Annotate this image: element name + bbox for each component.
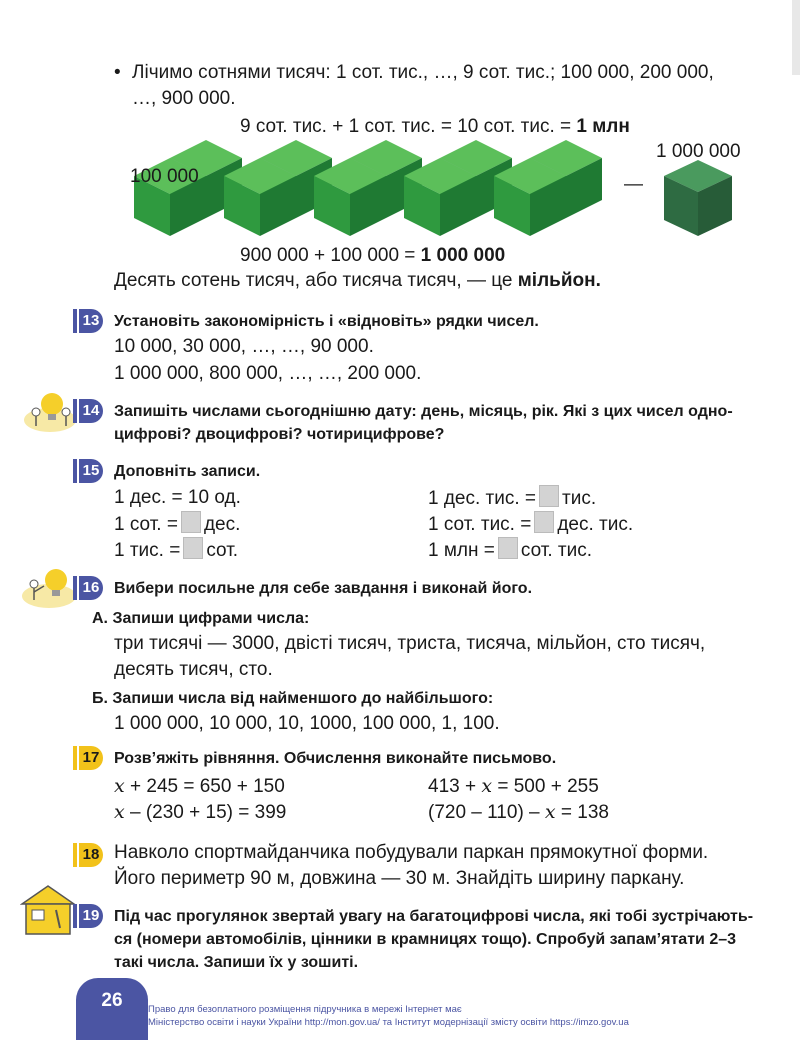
l3-left: 1 тис. = xyxy=(114,540,181,561)
task-18-line1: Навколо спортмайданчика побудували паркан прямокутної форми. xyxy=(114,842,709,863)
lightbulb-icon xyxy=(24,390,76,432)
r2-right: дес. тис. xyxy=(557,514,634,535)
sum-equation xyxy=(240,243,505,269)
conclusion xyxy=(114,268,601,294)
task-17-eq4 xyxy=(428,799,609,826)
blank-box[interactable] xyxy=(534,511,554,533)
task-16-a-line2: десять тисяч, сто. xyxy=(114,659,273,680)
sum-text: 900 000 + 100 000 = xyxy=(240,245,421,266)
intro-bullet-cont: …, 900 000. xyxy=(132,88,236,109)
task-15-number: 15 xyxy=(79,459,103,483)
r1-left: 1 дес. тис. = xyxy=(428,488,537,509)
eq4-left: (720 – 110) – xyxy=(428,802,545,823)
task-16-title: Вибери посильне для себе завдання і виконай його. xyxy=(114,580,533,597)
cube-row xyxy=(134,140,602,236)
task-19-line1: Під час прогулянок звертай увагу на багатоцифрові числа, які тобі зустрічають- xyxy=(114,908,754,925)
task-18-line2: Його периметр 90 м, довжина — 30 м. Знайдіть ширину паркану. xyxy=(114,868,685,889)
task-13-number: 13 xyxy=(79,309,103,333)
task-16-b-line1: 1 000 000, 10 000, 10, 1000, 100 000, 1, 100. xyxy=(114,713,500,734)
conclusion-bold: мільйон. xyxy=(517,270,601,291)
task-17-eq1 xyxy=(114,773,285,800)
l2-left: 1 сот. = xyxy=(114,514,178,535)
task-19-line2: ся (номери автомобілів, цінники в крамницях тощо). Спробуй запам’ятати 2–3 xyxy=(114,931,737,948)
page-number: 26 xyxy=(101,990,123,1011)
variable-x: x xyxy=(114,801,125,823)
variable-x: x xyxy=(114,775,125,797)
task-17-title: Розв’яжіть рівняння. Обчислення виконайте письмово. xyxy=(114,750,557,767)
variable-x: x xyxy=(544,801,556,823)
eq2-text: – (230 + 15) = 399 xyxy=(124,802,287,823)
equation-text: 9 сот. тис. + 1 сот. тис. = 10 сот. тис. = xyxy=(240,116,577,137)
task-15-r3 xyxy=(428,537,592,564)
l3-right: сот. xyxy=(206,540,239,561)
task-15-r2 xyxy=(428,511,633,538)
eq3-left: 413 + xyxy=(428,776,482,797)
blank-box[interactable] xyxy=(183,537,203,559)
task-13-line1: 10 000, 30 000, …, …, 90 000. xyxy=(114,336,374,357)
task-16-a-title: А. Запиши цифрами числа: xyxy=(92,610,310,627)
task-13-line2: 1 000 000, 800 000, …, …, 200 000. xyxy=(114,363,422,384)
task-19-line3: такі числа. Запиши їх у зошиті. xyxy=(114,954,359,971)
footer-line2: Міністерство освіти і науки України http://mon.gov.ua/ та Інститут модернізації змісту освіти https://imzo.gov.ua xyxy=(148,1017,629,1028)
lightbulb-icon xyxy=(22,566,76,608)
variable-x: x xyxy=(481,775,493,797)
blank-box[interactable] xyxy=(539,485,559,507)
task-15-title: Доповніть записи. xyxy=(114,463,261,480)
task-16-b-title: Б. Запиши числа від найменшого до найбільшого: xyxy=(92,690,494,707)
dash: — xyxy=(624,174,643,195)
task-14-line1: Запишіть числами сьогоднішню дату: день, місяць, рік. Які з цих чисел одно- xyxy=(114,403,733,420)
task-13-title: Установіть закономірність і «відновіть» рядки чисел. xyxy=(114,313,539,330)
task-15-l3 xyxy=(114,537,238,564)
task-16-a-line1: три тисячі — 3000, двісті тисяч, триста, тисяча, мільйон, сто тисяч, xyxy=(114,633,706,654)
task-17-number: 17 xyxy=(79,746,103,770)
side-tab xyxy=(792,0,800,75)
million-cube xyxy=(664,160,732,236)
l2-right: дес. xyxy=(203,514,241,535)
task-19-number: 19 xyxy=(79,904,103,928)
intro-bullet-text: Лічимо сотнями тисяч: 1 сот. тис., …, 9 сот. тис.; 100 000, 200 000, xyxy=(132,62,714,83)
task-15-l1: 1 дес. = 10 од. xyxy=(114,487,241,508)
footer-note xyxy=(148,1003,629,1029)
eq3-right: = 500 + 255 xyxy=(492,776,599,797)
bullet-dot: • xyxy=(114,62,121,83)
eq1-text: + 245 = 650 + 150 xyxy=(124,776,285,797)
eq4-right: = 138 xyxy=(555,802,609,823)
r3-right: сот. тис. xyxy=(520,540,592,561)
task-16-number: 16 xyxy=(79,576,103,600)
footer-line1: Право для безоплатного розміщення підручника в мережі Інтернет має xyxy=(148,1004,462,1015)
blank-box[interactable] xyxy=(498,537,518,559)
blank-box[interactable] xyxy=(181,511,201,533)
equation-bold: 1 млн xyxy=(576,116,630,137)
r1-right: тис. xyxy=(562,488,597,509)
task-18-number: 18 xyxy=(79,843,103,867)
task-15-r1 xyxy=(428,485,596,512)
cube-row-label: 100 000 xyxy=(130,166,199,187)
million-label: 1 000 000 xyxy=(656,141,741,162)
task-15-l2 xyxy=(114,511,240,538)
task-17-eq2 xyxy=(114,799,286,826)
task-17-eq3 xyxy=(428,773,599,800)
house-icon xyxy=(20,884,76,936)
r2-left: 1 сот. тис. = xyxy=(428,514,532,535)
sum-bold: 1 000 000 xyxy=(420,245,506,266)
conclusion-text: Десять сотень тисяч, або тисяча тисяч, — це xyxy=(114,270,518,291)
task-14-line2: цифрові? двоцифрові? чотирицифрове? xyxy=(114,426,445,443)
task-14-number: 14 xyxy=(79,399,103,423)
r3-left: 1 млн = xyxy=(428,540,495,561)
